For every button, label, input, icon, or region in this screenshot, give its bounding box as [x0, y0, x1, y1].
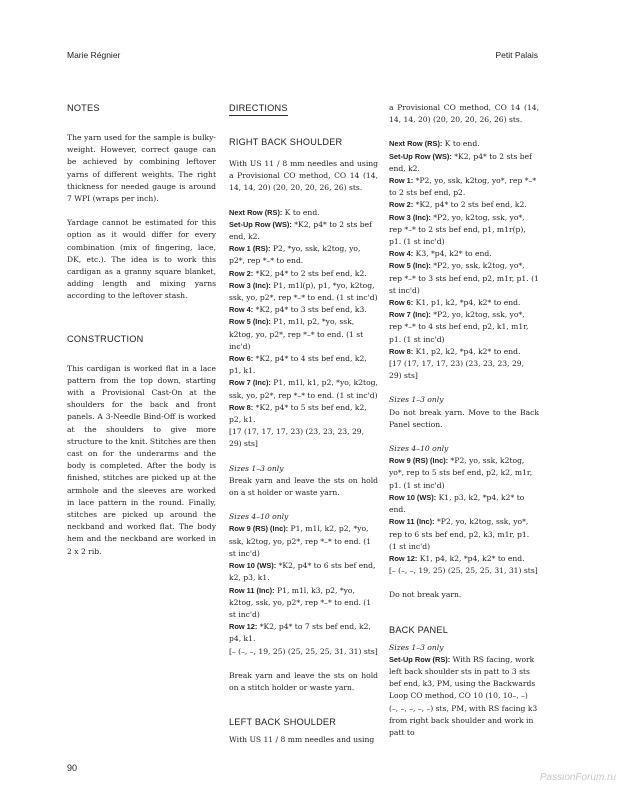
pattern-row — [389, 346, 539, 358]
pattern-row — [389, 248, 539, 260]
pattern-row-label: Row 8: — [229, 402, 254, 412]
left-back-shoulder-heading: LEFT BACK SHOULDER — [229, 717, 337, 728]
rbs-stitch-counts-2: [– (–, –, 19, 25) (25, 25, 25, 31, 31) sts] — [229, 646, 378, 656]
pattern-row-text: K1, p4, k2, *p4, k2* to end. — [417, 553, 525, 563]
pattern-row-label: Row 1: — [389, 176, 414, 186]
pattern-row-label: Row 9 (RS) (Inc): — [389, 456, 449, 466]
column-directions — [229, 102, 378, 746]
pattern-row-label: Row 8: — [389, 346, 414, 356]
rbs-sizes-1-3-label: Sizes 1–3 only — [229, 463, 284, 473]
pattern-row — [229, 402, 378, 426]
pattern-row — [389, 309, 539, 346]
pattern-row-label: Row 4: — [229, 305, 254, 315]
pattern-row — [229, 585, 378, 622]
pattern-row — [229, 219, 378, 243]
pattern-row-label: Row 2: — [229, 268, 254, 278]
lbs-intro-start: With US 11 / 8 mm needles and using — [229, 735, 375, 745]
pattern-row-label: Row 2: — [389, 200, 414, 210]
page-number: 90 — [67, 763, 78, 773]
pattern-row-label: Row 7 (Inc): — [389, 310, 431, 320]
pattern-row-text: *P2, yo, k2tog, ssk, yo*, rep *–* to 4 sts bef end, p2, k1, m1r, p1. (1 st inc'd) — [389, 310, 529, 344]
pattern-row-label: Row 12: — [389, 553, 418, 563]
pattern-row-label: Row 3 (Inc): — [229, 280, 271, 290]
lbs-sizes-1-3-label: Sizes 1–3 only — [389, 395, 444, 405]
lbs-sizes-4-10-label: Sizes 4–10 only — [389, 444, 449, 454]
pattern-row-text: P2, *yo, ssk, k2tog, yo, p2*, rep *–* to end. — [229, 244, 361, 266]
right-back-shoulder-heading: RIGHT BACK SHOULDER — [229, 137, 343, 147]
notes-paragraph-1: The yarn used for the sample is bulky-weight. However, correct gauge can be achieved by combining leftover yarns of different weights. The right thickness for needed gauge is around 7 WPI (wraps per inch). — [67, 133, 216, 204]
pattern-row — [389, 297, 539, 309]
header-author: Marie Régnier — [67, 50, 121, 60]
notes-heading: NOTES — [67, 103, 100, 113]
pattern-row-text: *K2, p4* to 5 sts bef end, k2, p2, k1. — [229, 402, 367, 425]
watermark: PassionForum.ru — [539, 772, 616, 783]
lbs-stitch-counts-1: [17 (17, 17, 17, 23) (23, 23, 23, 29, 29) sts] — [389, 359, 525, 381]
pattern-row — [229, 243, 378, 267]
rbs-intro: With US 11 / 8 mm needles and using a Provisional CO method, CO 14 (14, 14, 14, 20) (20, 20, 20, 26, 26) sts. — [229, 159, 378, 193]
pattern-row — [229, 353, 378, 377]
pattern-row-text: *K2, p4* to 2 sts bef end, k2. — [389, 151, 532, 173]
lbs-stitch-counts-2: [– (–, –, 19, 25) (25, 25, 25, 31, 31) sts] — [389, 566, 538, 576]
pattern-row — [229, 523, 378, 560]
pattern-row — [389, 212, 539, 249]
bp-sizes-1-3-label: Sizes 1–3 only — [389, 642, 444, 652]
pattern-row — [389, 138, 539, 150]
lbs-final-text: Do not break yarn. — [389, 590, 462, 600]
pattern-row-label: Row 10 (WS): — [229, 561, 277, 571]
pattern-row-label: Row 9 (RS) (Inc): — [229, 524, 289, 534]
pattern-row-text: *P2, yo, ssk, k2tog, yo*, rep to 5 sts bef end, p2, k2, m1r, p1. (1 st inc'd) — [389, 456, 533, 490]
pattern-row-text: P1, m1l, k2, p2, *yo, ssk, k2tog, yo, p2*, rep *–* to end. (1 st inc'd) — [229, 524, 372, 558]
pattern-row-label: Set-Up Row (WS): — [389, 151, 452, 161]
pattern-row-label: Next Row (RS): — [229, 207, 283, 217]
pattern-row-label: Row 6: — [229, 354, 254, 364]
pattern-row — [389, 492, 539, 516]
pattern-row — [389, 553, 539, 565]
pattern-row-label: Row 5 (Inc): — [229, 317, 271, 327]
pattern-row-label: Row 7 (Inc): — [229, 378, 271, 388]
pattern-row-text: *K2, p4* to 2 sts bef end, k2. — [413, 200, 527, 210]
pattern-row-text: P1, m1l, k3, p2, *yo, k2tog, ssk, yo, p2*, rep *–* to end. (1 st inc'd) — [229, 585, 372, 619]
pattern-row-text: P1, m1l, k1, p2, *yo, k2tog, ssk, yo, p2*, rep *–* to end. (1 st inc'd) — [229, 378, 378, 400]
bp-row-text: With RS facing, work left back shoulder sts in patt to 3 sts bef end, k3, PM, using the Backwards Loop CO method, CO 10 (10, 10–, –) (–, –, –, –, –) sts, PM, with RS facing k3 from right back shoulder and work in patt to — [389, 654, 538, 737]
pattern-row — [229, 304, 378, 316]
column-notes — [67, 102, 216, 570]
pattern-row-text: *K2, p4* to 3 sts bef end, k3. — [253, 305, 367, 315]
pattern-row — [389, 199, 539, 211]
pattern-row-text: *K2, p4* to 7 sts bef end, k2, p4, k1. — [229, 622, 371, 644]
bp-row-label: Set-Up Row (RS): — [389, 654, 451, 664]
pattern-row-label: Row 3 (Inc): — [389, 212, 431, 222]
pattern-row-text: K1, p3, k2, *p4, k2* to end. — [389, 492, 525, 515]
pattern-row — [389, 260, 539, 297]
rbs-rows-2 — [229, 523, 378, 645]
pattern-row-label: Row 12: — [229, 622, 258, 632]
pattern-row-label: Row 4: — [389, 249, 414, 259]
pattern-row-text: *P2, yo, ssk, k2tog, yo*, rep *–* to 2 sts bef end, p2. — [389, 176, 537, 198]
lbs-sizes-1-3-text: Do not break yarn. Move to the Back Panel section. — [389, 407, 539, 429]
pattern-row-label: Row 11 (Inc): — [389, 517, 435, 527]
pattern-row-label: Next Row (RS): — [389, 139, 443, 149]
pattern-row — [229, 621, 378, 645]
pattern-row — [389, 516, 539, 553]
pattern-row-text: *K2, p4* to 2 sts bef end, k2. — [229, 219, 372, 242]
pattern-row — [389, 455, 539, 492]
header-title: Petit Palais — [495, 50, 538, 60]
rbs-rows — [229, 207, 378, 427]
bp-setup-row — [389, 654, 539, 739]
construction-heading: CONSTRUCTION — [67, 333, 144, 344]
pattern-row-text: *P2, yo, ssk, k2tog, yo*, rep *–* to 3 sts bef end, p2, m1r, p1. (1 st inc'd) — [389, 261, 539, 295]
pattern-row — [229, 316, 378, 353]
pattern-row-text: K3, *p4, k2* to end. — [413, 249, 492, 259]
pattern-row-text: *P2, yo, k2tog, ssk, yo*, rep *–* to 2 sts bef end, p1, m1r(p), p1. (1 st inc'd) — [389, 212, 526, 247]
rbs-stitch-counts-1: [17 (17, 17, 17, 23) (23, 23, 23, 29, 29) sts] — [229, 427, 365, 449]
directions-heading: DIRECTIONS — [229, 102, 288, 116]
pattern-row-text: *K2, p4* to 2 sts bef end, k2. — [253, 268, 367, 278]
pattern-row — [229, 280, 378, 304]
lbs-rows — [389, 138, 539, 358]
pattern-row — [229, 268, 378, 280]
pattern-row-label: Row 6: — [389, 298, 414, 308]
rbs-final-text: Break yarn and leave the sts on hold on a stitch holder or waste yarn. — [229, 670, 378, 692]
rbs-sizes-1-3-text: Break yarn and leave the sts on hold on a st holder or waste yarn. — [229, 475, 378, 498]
pattern-row — [229, 560, 378, 584]
pattern-row-text: *P2, yo, k2tog, ssk, yo*, rep to 6 sts bef end, p2, k3, m1r, p1. (1 st inc'd) — [389, 517, 530, 551]
pattern-row-text: K to end. — [282, 207, 320, 217]
pattern-row-text: *K2, p4* to 6 sts bef end, k2, p3, k1. — [229, 561, 376, 583]
pattern-row-label: Row 11 (Inc): — [229, 585, 275, 595]
pattern-row-label: Row 10 (WS): — [389, 492, 437, 502]
pattern-row — [229, 207, 378, 219]
pattern-row-label: Row 5 (Inc): — [389, 261, 431, 271]
construction-paragraph: This cardigan is worked flat in a lace pattern from the top down, starting with a Provisional Cast-On at the shoulders for the back and front panels. A 3-Needle Bind-Off is worked at the shoulders to give more structure to the knit. Stitches are then cast on for the underarms and the body is completed. After the body is finished, stitches are picked up at the armhole and the sleeves are worked in lace pattern in the round. Finally, stitches are picked up around the neckband and worked flat. The body hem and the neckband are worked in 2 x 2 rib. — [67, 363, 216, 556]
lbs-rows-2 — [389, 455, 539, 565]
rbs-sizes-4-10-label: Sizes 4–10 only — [229, 512, 289, 522]
pattern-row-text: *K2, p4* to 4 sts bef end, k2, p1, k1. — [229, 354, 367, 376]
pattern-row — [389, 175, 539, 199]
notes-paragraph-2: Yardage cannot be estimated for this option as it would differ for every combination (mix of fingering, lace, DK, etc.). The idea is to work this cardigan as a granny square blanket, adding length and mixing yarns according to the leftover stash. — [67, 218, 216, 301]
back-panel-heading: BACK PANEL — [389, 624, 449, 635]
pattern-row-label: Set-Up Row (WS): — [229, 219, 292, 229]
pattern-row-label: Row 1 (RS): — [229, 244, 271, 254]
pattern-row-text: P1, m1l, p2, *yo, ssk, k2tog, yo, p2*, rep *–* to end. (1 st inc'd) — [229, 317, 364, 351]
pattern-row — [389, 151, 539, 175]
lbs-intro-continued: a Provisional CO method, CO 14 (14, 14, 14, 20) (20, 20, 20, 26, 26) sts. — [389, 103, 539, 125]
pattern-row-text: K1, p2, k2, *p4, k2* to end. — [413, 346, 521, 356]
pattern-row-text: K1, p1, k2, *p4, k2* to end. — [413, 298, 521, 308]
pattern-row-text: P1, m1l(p), p1, *yo, k2tog, ssk, yo, p2*, rep *–* to end. (1 st inc'd) — [229, 280, 378, 303]
column-continued — [389, 102, 539, 739]
pattern-row-text: K to end. — [442, 139, 480, 149]
pattern-row — [229, 377, 378, 401]
